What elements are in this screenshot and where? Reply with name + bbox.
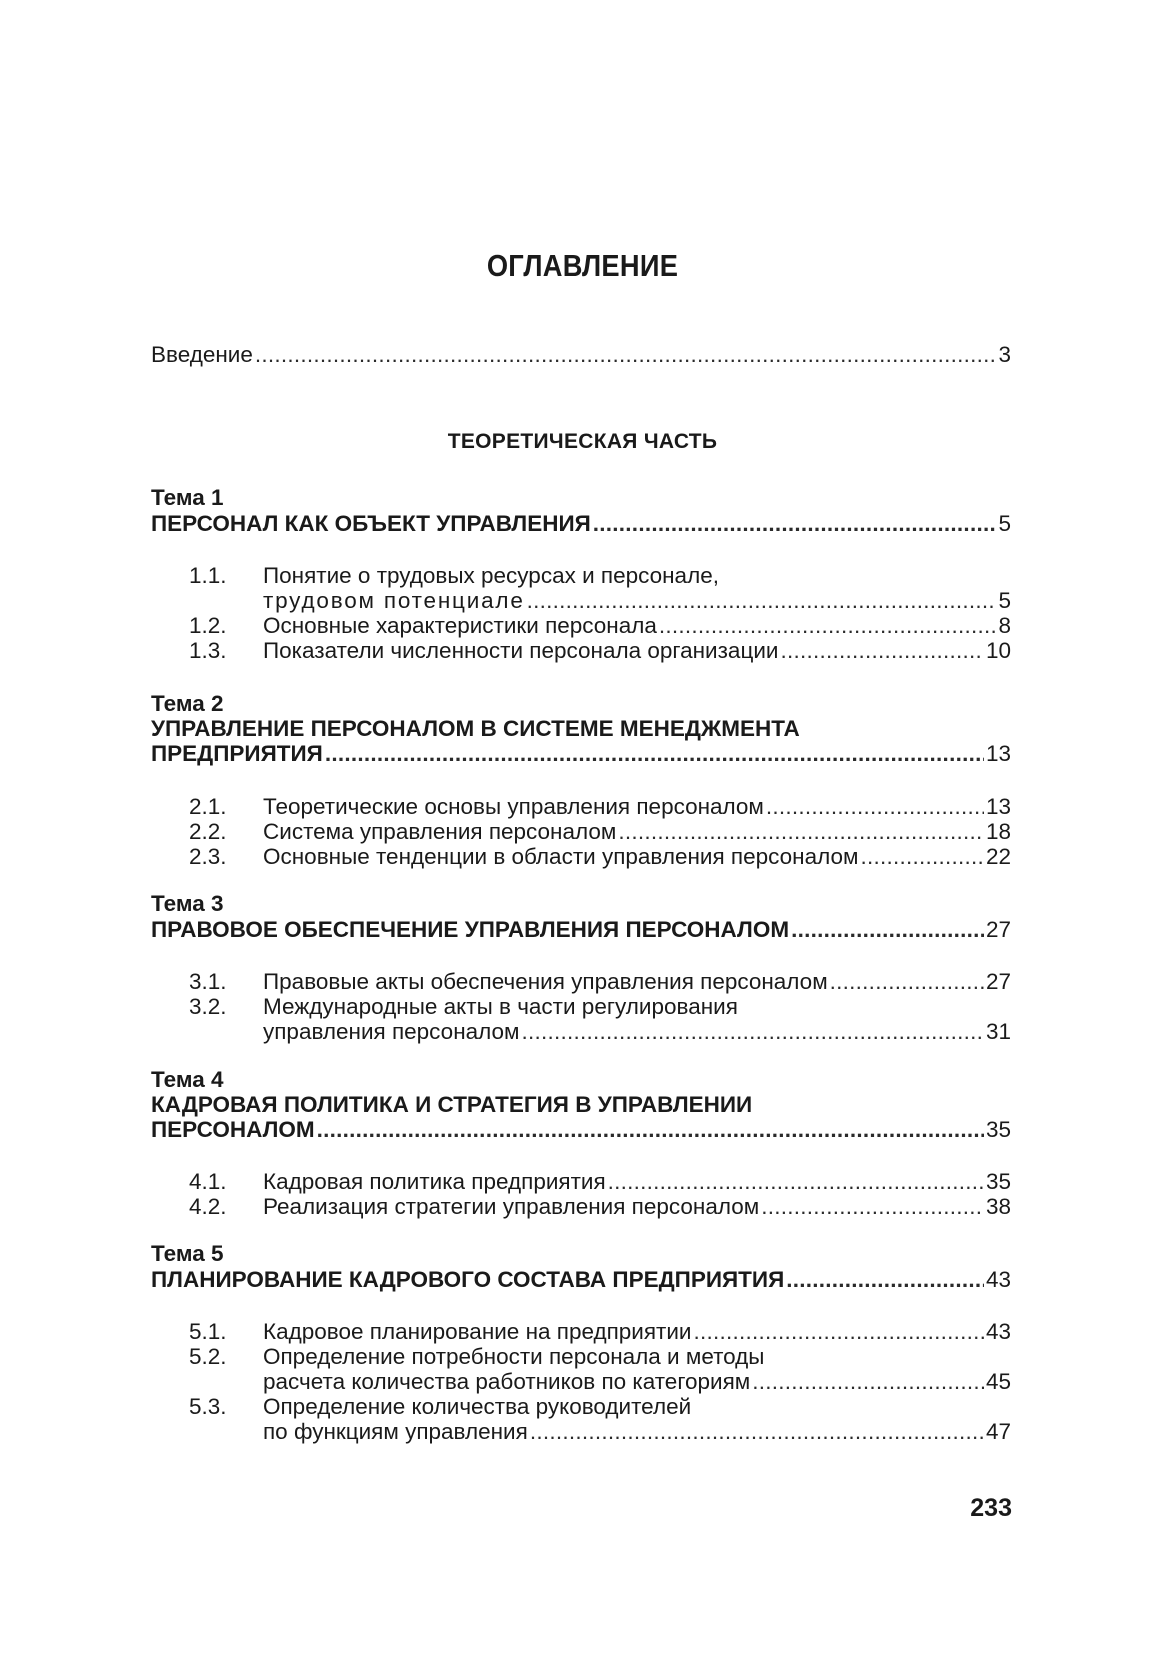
topic-title: ПЕРСОНАЛОМ (151, 1117, 315, 1142)
subentry-label: расчета количества работников по категориям (263, 1369, 751, 1394)
dot-leader (593, 510, 997, 538)
subentry-number: 5.2. (189, 1344, 227, 1369)
dot-leader (317, 1116, 984, 1144)
dot-leader (860, 843, 984, 871)
toc-subentry-3-1[interactable] (189, 968, 1011, 996)
dot-leader (791, 916, 984, 944)
dot-leader (659, 612, 997, 640)
toc-subentry-2-2[interactable] (189, 818, 1011, 846)
subentry-label: Теоретические основы управления персоналом (263, 794, 764, 819)
subentry-label: Кадровое планирование на предприятии (263, 1319, 692, 1344)
subentry-number: 4.2. (189, 1194, 227, 1219)
topic-label: Тема 2 (151, 691, 224, 716)
dot-leader (255, 341, 997, 369)
subentry-label: Кадровая политика предприятия (263, 1169, 606, 1194)
toc-subentry-1-1-cont[interactable] (263, 587, 1011, 615)
toc-entry-topic-4[interactable] (151, 1116, 1011, 1144)
toc-page-number: 35 (985, 1117, 1011, 1142)
subentry-label: Определение потребности персонала и методы (263, 1344, 765, 1369)
toc-entry-intro[interactable] (151, 341, 1011, 369)
toc-page-number: 22 (985, 844, 1011, 869)
toc-page-number: 43 (985, 1319, 1011, 1344)
dot-leader (786, 1266, 984, 1294)
subentry-label: Международные акты в части регулирования (263, 994, 738, 1019)
topic-title: УПРАВЛЕНИЕ ПЕРСОНАЛОМ В СИСТЕМЕ МЕНЕДЖМЕНТА (151, 716, 800, 741)
toc-page-number: 27 (985, 917, 1011, 942)
toc-page-number: 13 (985, 794, 1011, 819)
toc-subentry-1-2[interactable] (189, 612, 1011, 640)
subentry-label: Основные характеристики персонала (263, 613, 657, 638)
toc-page-number: 45 (985, 1369, 1011, 1394)
subentry-number: 5.3. (189, 1394, 227, 1419)
toc-page-number: 13 (985, 741, 1011, 766)
toc-page-number: 3 (998, 342, 1011, 367)
subentry-label: Реализация стратегии управления персоналом (263, 1194, 760, 1219)
subentry-number: 2.3. (189, 844, 227, 869)
topic-title: ПЕРСОНАЛ КАК ОБЪЕКТ УПРАВЛЕНИЯ (151, 511, 591, 536)
topic-title: ПЛАНИРОВАНИЕ КАДРОВОГО СОСТАВА ПРЕДПРИЯТИЯ (151, 1267, 785, 1292)
dot-leader (830, 968, 984, 996)
subentry-number: 3.2. (189, 994, 227, 1019)
subentry-number: 3.1. (189, 969, 227, 994)
toc-page-number: 38 (985, 1194, 1011, 1219)
subentry-number: 2.2. (189, 819, 227, 844)
toc-page-number: 5 (998, 511, 1011, 536)
dot-leader (608, 1168, 984, 1196)
toc-entry-topic-1[interactable] (151, 510, 1011, 538)
subentry-label: управления персоналом (263, 1019, 520, 1044)
toc-page-number: 35 (985, 1169, 1011, 1194)
part-heading: ТЕОРЕТИЧЕСКАЯ ЧАСТЬ (447, 430, 718, 453)
dot-leader (752, 1368, 984, 1396)
toc-subentry-3-2[interactable] (189, 993, 1011, 1021)
toc-entry-topic-3[interactable] (151, 916, 1011, 944)
subentry-label: Основные тенденции в области управления персоналом (263, 844, 859, 869)
toc-subentry-5-2[interactable] (189, 1343, 1011, 1371)
subentry-label: по функциям управления (263, 1419, 528, 1444)
topic-label: Тема 4 (151, 1067, 224, 1092)
toc-page-number: 5 (998, 588, 1011, 613)
dot-leader (527, 587, 997, 615)
subentry-label: Правовые акты обеспечения управления персоналом (263, 969, 828, 994)
toc-subentry-1-1[interactable] (189, 562, 1011, 590)
subentry-label: Система управления персоналом (263, 819, 617, 844)
dot-leader (780, 637, 984, 665)
toc-page-number: 43 (985, 1267, 1011, 1292)
topic-title: КАДРОВАЯ ПОЛИТИКА И СТРАТЕГИЯ В УПРАВЛЕНИИ (151, 1092, 753, 1117)
topic-label: Тема 1 (151, 485, 224, 510)
subentry-number: 5.1. (189, 1319, 227, 1344)
page-title: ОГЛАВЛЕНИЕ (486, 248, 679, 283)
topic-label: Тема 5 (151, 1241, 224, 1266)
subentry-number: 1.2. (189, 613, 227, 638)
toc-subentry-4-1[interactable] (189, 1168, 1011, 1196)
toc-entry-topic-2[interactable] (151, 740, 1011, 768)
toc-page-number: 47 (985, 1419, 1011, 1444)
dot-leader (530, 1418, 984, 1446)
subentry-number: 4.1. (189, 1169, 227, 1194)
dot-leader (618, 818, 984, 846)
subentry-number: 1.1. (189, 563, 227, 588)
toc-entry-topic-5[interactable] (151, 1266, 1011, 1294)
toc-page-number: 27 (985, 969, 1011, 994)
toc-subentry-1-3[interactable] (189, 637, 1011, 665)
toc-page-number: 18 (985, 819, 1011, 844)
toc-subentry-5-3[interactable] (189, 1393, 1011, 1421)
dot-leader (325, 740, 984, 768)
subentry-label: Понятие о трудовых ресурсах и персонале, (263, 563, 719, 588)
subentry-label: Показатели численности персонала организации (263, 638, 779, 663)
subentry-number: 2.1. (189, 794, 227, 819)
page-number: 233 (970, 1494, 1012, 1522)
toc-subentry-5-1[interactable] (189, 1318, 1011, 1346)
toc-page-number: 8 (998, 613, 1011, 638)
topic-title: ПРЕДПРИЯТИЯ (151, 741, 323, 766)
toc-subentry-3-2-cont[interactable] (263, 1018, 1011, 1046)
toc-page-number: 31 (985, 1019, 1011, 1044)
toc-subentry-4-2[interactable] (189, 1193, 1011, 1221)
subentry-number: 1.3. (189, 638, 227, 663)
subentry-label: трудовом потенциале (263, 588, 525, 613)
toc-subentry-5-2-cont[interactable] (263, 1368, 1011, 1396)
topic-label: Тема 3 (151, 891, 224, 916)
toc-subentry-5-3-cont[interactable] (263, 1418, 1011, 1446)
topic-title: ПРАВОВОЕ ОБЕСПЕЧЕНИЕ УПРАВЛЕНИЯ ПЕРСОНАЛОМ (151, 917, 790, 942)
subentry-label: Определение количества руководителей (263, 1394, 692, 1419)
toc-page-number: 10 (985, 638, 1011, 663)
toc-subentry-2-1[interactable] (189, 793, 1011, 821)
toc-subentry-2-3[interactable] (189, 843, 1011, 871)
dot-leader (766, 793, 984, 821)
dot-leader (761, 1193, 984, 1221)
toc-entry-label: Введение (151, 342, 253, 367)
dot-leader (522, 1018, 984, 1046)
dot-leader (694, 1318, 984, 1346)
